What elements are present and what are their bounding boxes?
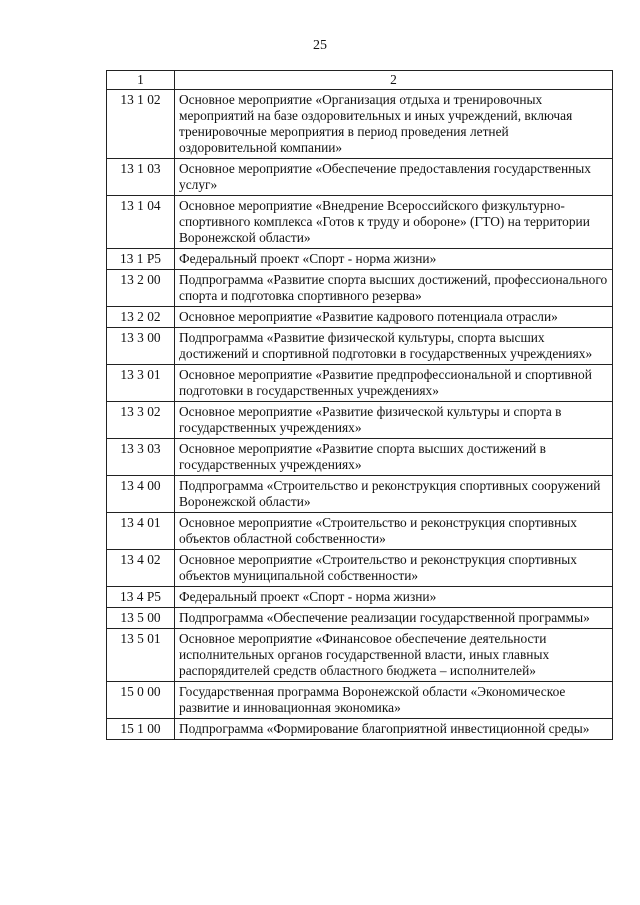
header-row [107, 71, 613, 90]
table-row [107, 307, 613, 328]
table-body [107, 90, 613, 740]
row-code: 13 3 01 [107, 365, 175, 402]
row-code: 13 1 P5 [107, 249, 175, 270]
page-number: 25 [313, 38, 327, 53]
row-code: 13 4 P5 [107, 587, 175, 608]
table-row [107, 249, 613, 270]
row-code: 13 3 00 [107, 328, 175, 365]
row-description: Основное мероприятие «Внедрение Всероссийского физкультурно-спортивного комплекса «Готов к труду и обороне» (ГТО) на территории Воронежской области» [175, 196, 613, 249]
row-description: Основное мероприятие «Обеспечение предоставления государственных услуг» [175, 159, 613, 196]
row-code: 15 0 00 [107, 682, 175, 719]
row-description: Основное мероприятие «Строительство и реконструкция спортивных объектов муниципальной собственности» [175, 550, 613, 587]
row-code: 15 1 00 [107, 719, 175, 740]
row-description: Основное мероприятие «Финансовое обеспечение деятельности исполнительных органов государственной власти, иных главных распорядителей средств областного бюджета – исполнителей» [175, 629, 613, 682]
row-description: Подпрограмма «Формирование благоприятной инвестиционной среды» [175, 719, 613, 740]
table-row [107, 402, 613, 439]
column-header-2: 2 [175, 71, 613, 90]
row-code: 13 4 02 [107, 550, 175, 587]
row-description: Основное мероприятие «Развитие спорта высших достижений в государственных учреждениях» [175, 439, 613, 476]
row-description: Подпрограмма «Обеспечение реализации государственной программы» [175, 608, 613, 629]
row-code: 13 1 02 [107, 90, 175, 159]
row-description: Государственная программа Воронежской области «Экономическое развитие и инновационная экономика» [175, 682, 613, 719]
table-row [107, 365, 613, 402]
table-row [107, 90, 613, 159]
table-row [107, 550, 613, 587]
row-description: Подпрограмма «Развитие спорта высших достижений, профессионального спорта и подготовка спортивного резерва» [175, 270, 613, 307]
row-code: 13 3 02 [107, 402, 175, 439]
classification-table [106, 70, 613, 740]
table-row [107, 159, 613, 196]
row-code: 13 3 03 [107, 439, 175, 476]
table-row [107, 196, 613, 249]
column-header-1: 1 [107, 71, 175, 90]
row-description: Федеральный проект «Спорт - норма жизни» [175, 587, 613, 608]
row-description: Основное мероприятие «Строительство и реконструкция спортивных объектов областной собственности» [175, 513, 613, 550]
table-row [107, 328, 613, 365]
row-description: Подпрограмма «Развитие физической культуры, спорта высших достижений и спортивной подготовки в государственных учреждениях» [175, 328, 613, 365]
table-row [107, 629, 613, 682]
row-code: 13 4 01 [107, 513, 175, 550]
table-row [107, 719, 613, 740]
row-description: Основное мероприятие «Организация отдыха и тренировочных мероприятий на базе оздоровительных и иных учреждений, включая тренировочные мероприятия в период проведения летней оздоровительной компании» [175, 90, 613, 159]
table-row [107, 587, 613, 608]
table-row [107, 608, 613, 629]
row-code: 13 5 00 [107, 608, 175, 629]
row-code: 13 2 02 [107, 307, 175, 328]
row-description: Основное мероприятие «Развитие предпрофессиональной и спортивной подготовки в государственных учреждениях» [175, 365, 613, 402]
row-code: 13 1 03 [107, 159, 175, 196]
row-code: 13 5 01 [107, 629, 175, 682]
table-row [107, 513, 613, 550]
row-description: Основное мероприятие «Развитие кадрового потенциала отрасли» [175, 307, 613, 328]
row-code: 13 2 00 [107, 270, 175, 307]
table-row [107, 439, 613, 476]
row-description: Подпрограмма «Строительство и реконструкция спортивных сооружений Воронежской области» [175, 476, 613, 513]
row-description: Федеральный проект «Спорт - норма жизни» [175, 249, 613, 270]
row-description: Основное мероприятие «Развитие физической культуры и спорта в государственных учреждениях» [175, 402, 613, 439]
table-row [107, 270, 613, 307]
row-code: 13 1 04 [107, 196, 175, 249]
row-code: 13 4 00 [107, 476, 175, 513]
table-row [107, 682, 613, 719]
table-row [107, 476, 613, 513]
